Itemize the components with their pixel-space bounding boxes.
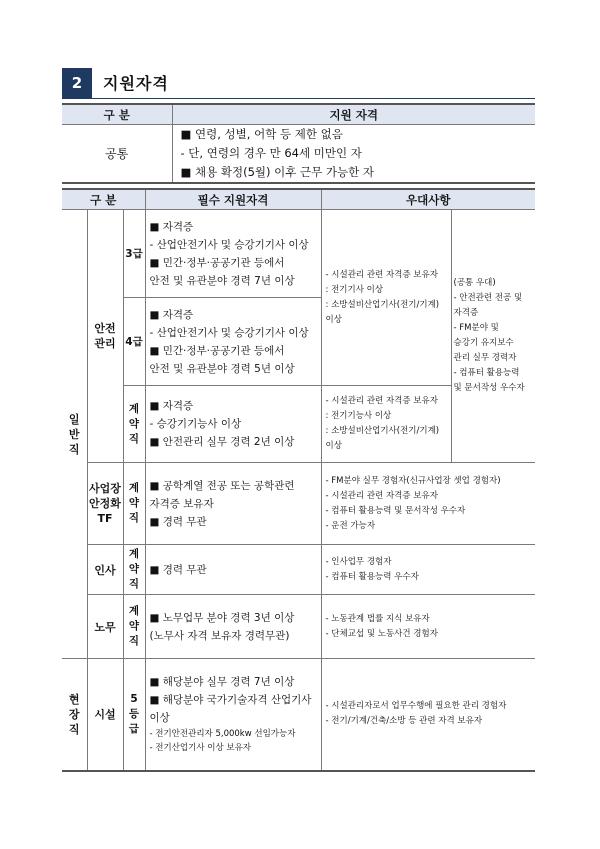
section-title: 지원자격 <box>103 74 169 93</box>
preferred-safety-contract: - 시설관리 관련 자격증 보유자 : 전기기능사 이상 : 소방설비산업기사(전기/기계) 이상 <box>321 386 451 463</box>
header-required: 필수 지원자격 <box>145 189 321 210</box>
common-requirements <box>172 125 535 184</box>
dept-hr: 인사 <box>87 545 123 595</box>
preferred-business-tf: - FM분야 실무 경험자(신규사업장 셋업 경험자) - 시설관리 관련 자격증 보유자 - 컴퓨터 활용능력 및 문서작성 우수자 - 운전 가능자 <box>321 463 535 545</box>
required-business-tf: ■ 공학계열 전공 또는 공학관련 자격증 보유자 ■ 경력 무관 <box>145 463 321 545</box>
preferred-facility: - 시설관리자로서 업무수행에 필요한 관리 경험자 - 전기/기계/건축/소방 등 관련 자격 보유자 <box>321 659 535 771</box>
common-qualification-table <box>62 103 535 184</box>
preferred-safety-common: (공통 우대) - 안전관련 전공 및 자격증 - FM분야 및 승강기 유지보수 관리 실무 경력자 - 컴퓨터 활용능력 및 문서작성 우수자 <box>451 210 535 463</box>
group-field: 현 장 직 <box>62 659 87 771</box>
grade-4: 4급 <box>123 298 145 386</box>
required-labor: ■ 노무업무 분야 경력 3년 이상 (노무사 자격 보유자 경력무관) <box>145 595 321 659</box>
required-safety-4: ■ 자격증 - 산업안전기사 및 승강기기사 이상 ■ 민간·정부·공공기관 등에서 안전 및 유관분야 경력 5년 이상 <box>145 298 321 386</box>
position-qualification-table <box>62 188 535 772</box>
dept-business-tf: 사업장 안정화 TF <box>87 463 123 545</box>
header-preferred: 우대사항 <box>321 189 535 210</box>
section-header <box>62 68 535 99</box>
grade-5: 5 등 급 <box>123 659 145 771</box>
header-qualification: 지원 자격 <box>172 104 535 125</box>
header-category: 구 분 <box>62 189 145 210</box>
row-label-common: 공통 <box>62 125 172 184</box>
dept-facility: 시설 <box>87 659 123 771</box>
grade-contract: 계 약 직 <box>123 386 145 463</box>
required-facility: ■ 해당분야 실무 경력 7년 이상 ■ 해당분야 국가기술자격 산업기사 이상 - 전기안전관리자 5,000kw 선임가능자 - 전기산업기사 이상 보유자 <box>145 659 321 771</box>
common-line: ■ 채용 확정(5월) 이후 근무 가능한 자 <box>180 165 375 179</box>
preferred-hr: - 인사업무 경험자 - 컴퓨터 활용능력 우수자 <box>321 545 535 595</box>
preferred-safety-34: - 시설관리 관련 자격증 보유자 : 전기기사 이상 : 소방설비산업기사(전기/기계) 이상 <box>321 210 451 386</box>
common-line: ■ 연령, 성별, 어학 등 제한 없음 <box>180 127 343 141</box>
group-general: 일 반 직 <box>62 210 87 659</box>
grade-contract: 계 약 직 <box>123 595 145 659</box>
section-number: 2 <box>62 68 92 98</box>
preferred-labor: - 노동관계 법률 지식 보유자 - 단체교섭 및 노동사건 경험자 <box>321 595 535 659</box>
dept-labor: 노무 <box>87 595 123 659</box>
grade-contract: 계 약 직 <box>123 463 145 545</box>
common-line: - 단, 연령의 경우 만 64세 미만인 자 <box>180 146 362 160</box>
header-category: 구 분 <box>62 104 172 125</box>
grade-contract: 계 약 직 <box>123 545 145 595</box>
required-safety-3: ■ 자격증 - 산업안전기사 및 승강기기사 이상 ■ 민간·정부·공공기관 등에서 안전 및 유관분야 경력 7년 이상 <box>145 210 321 298</box>
grade-3: 3급 <box>123 210 145 298</box>
required-safety-contract: ■ 자격증 - 승강기기능사 이상 ■ 안전관리 실무 경력 2년 이상 <box>145 386 321 463</box>
dept-safety: 안전 관리 <box>87 210 123 463</box>
required-hr: ■ 경력 무관 <box>145 545 321 595</box>
